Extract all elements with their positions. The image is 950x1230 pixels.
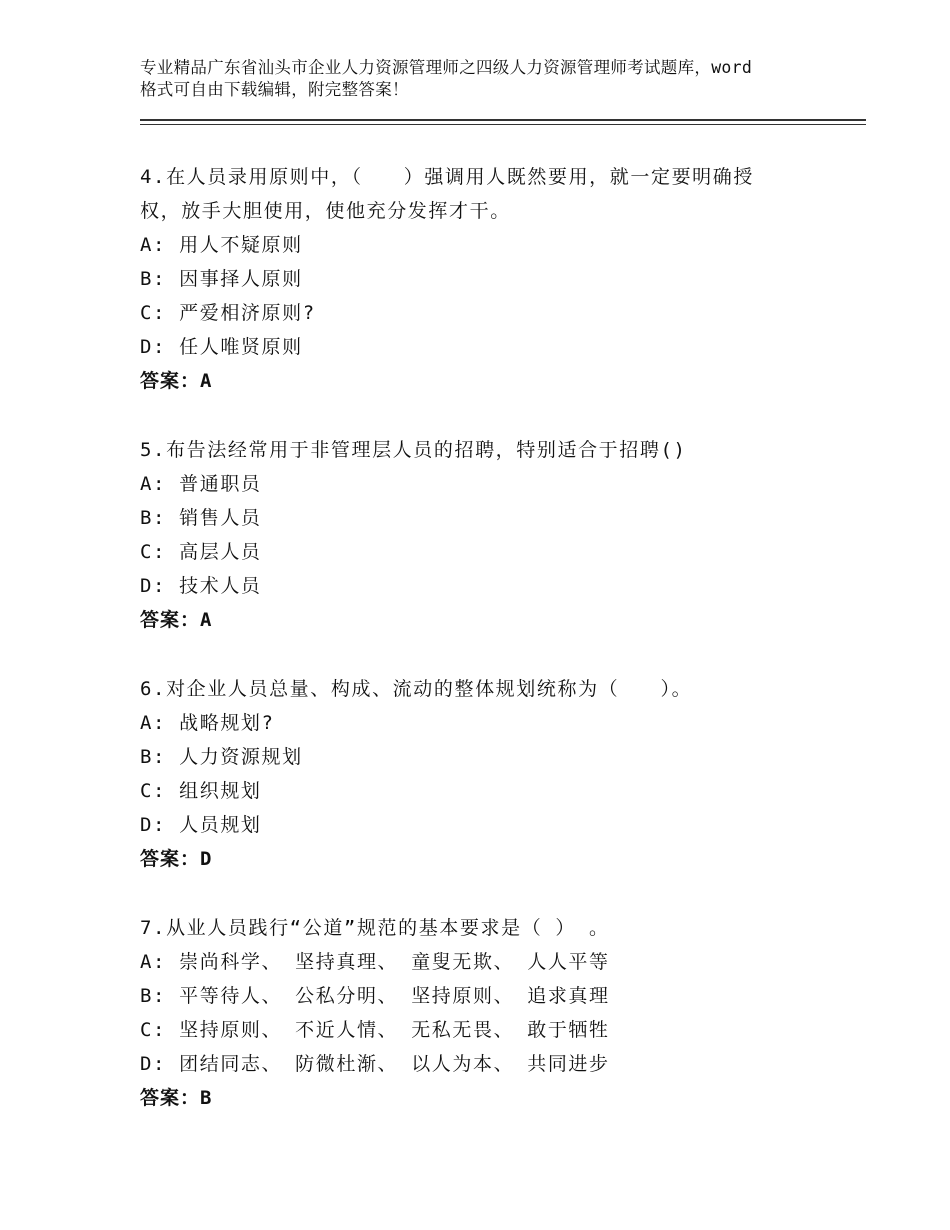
header-line-1: 专业精品广东省汕头市企业人力资源管理师之四级人力资源管理师考试题库，word: [140, 58, 753, 77]
answer-value: D: [200, 848, 213, 870]
question-stem: 5.布告法经常用于非管理层人员的招聘，特别适合于招聘(): [140, 439, 687, 461]
question-stem: 7.从业人员践行“公道”规范的基本要求是（ ） 。: [140, 917, 610, 939]
option-d: D: 任人唯贤原则: [140, 336, 303, 358]
option-d: D: 团结同志、 防微杜渐、 以人为本、 共同进步: [140, 1053, 610, 1075]
option-a: A: 战略规划?: [140, 712, 275, 734]
option-c: C: 坚持原则、 不近人情、 无私无畏、 敢于牺牲: [140, 1019, 610, 1041]
answer-line: [140, 364, 820, 398]
question-7: [140, 911, 820, 1115]
answer-label: 答案：: [140, 609, 201, 631]
question-stem-continued: 权，放手大胆使用，使他充分发挥才干。: [140, 200, 511, 222]
option-a: A: 普通职员: [140, 473, 262, 495]
question-6: [140, 672, 820, 876]
option-c: C: 严爱相济原则?: [140, 302, 316, 324]
option-d: D: 技术人员: [140, 575, 262, 597]
question-stem: 4.在人员录用原则中，（ ）强调用人既然要用，就一定要明确授: [140, 166, 754, 188]
answer-value: B: [200, 1087, 213, 1109]
option-c: C: 组织规划: [140, 780, 262, 802]
question-5: [140, 433, 820, 637]
answer-label: 答案：: [140, 1087, 201, 1109]
option-b: B: 因事择人原则: [140, 268, 303, 290]
answer-label: 答案：: [140, 848, 201, 870]
header-line-2: 格式可自由下载编辑，附完整答案！: [140, 80, 409, 99]
option-b: B: 人力资源规划: [140, 746, 303, 768]
header-divider-bottom: [140, 124, 866, 126]
question-4: [140, 160, 820, 398]
answer-value: A: [200, 609, 213, 631]
answer-line: [140, 603, 820, 637]
option-c: C: 高层人员: [140, 541, 262, 563]
header-divider-top: [140, 119, 866, 121]
answer-line: [140, 1081, 820, 1115]
question-stem: 6.对企业人员总量、构成、流动的整体规划统称为（ ）。: [140, 678, 693, 700]
option-b: B: 平等待人、 公私分明、 坚持原则、 追求真理: [140, 985, 610, 1007]
document-header: [140, 57, 840, 101]
answer-label: 答案：: [140, 370, 201, 392]
answer-line: [140, 842, 820, 876]
answer-value: A: [200, 370, 213, 392]
option-b: B: 销售人员: [140, 507, 262, 529]
option-a: A: 用人不疑原则: [140, 234, 303, 256]
option-a: A: 崇尚科学、 坚持真理、 童叟无欺、 人人平等: [140, 951, 610, 973]
option-d: D: 人员规划: [140, 814, 262, 836]
